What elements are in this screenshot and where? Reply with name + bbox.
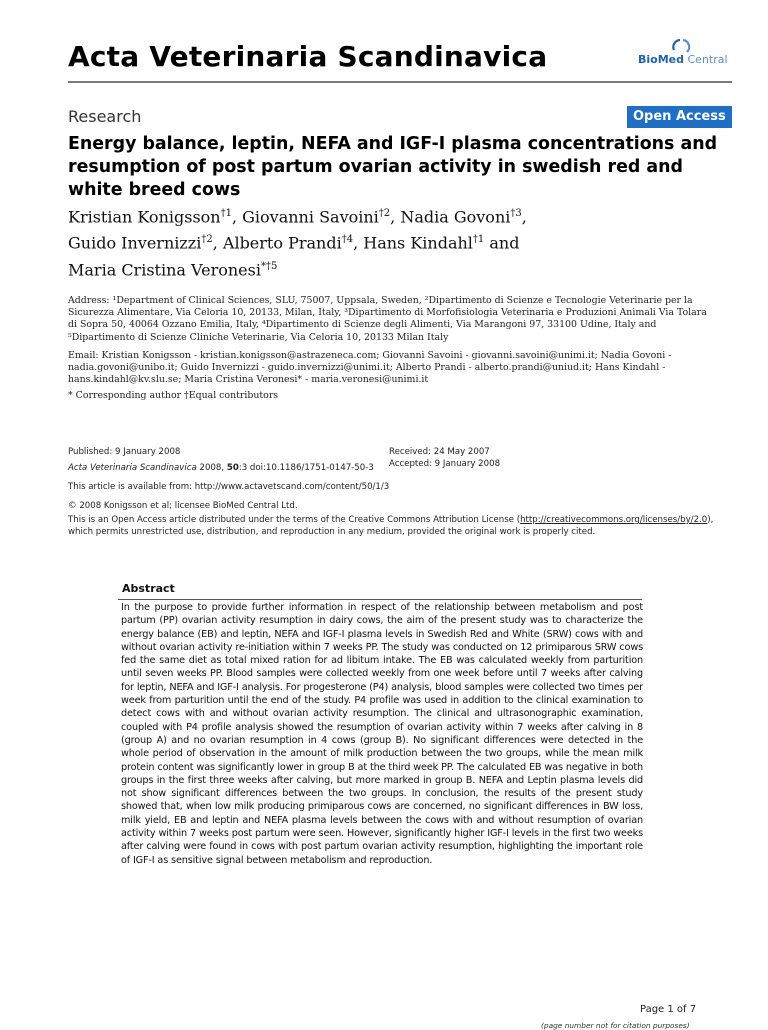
page-number-note: (page number not for citation purposes) [541,1021,690,1030]
logo-text-biomed: BioMed [638,53,684,66]
author-name: Nadia Govoni [400,207,511,227]
license-suffix: ), which permits unrestricted use, distribution, and reproduction in any medium, provided the original work is properly cited. [68,515,714,537]
article-url[interactable]: This article is available from: http://www.actavetscand.com/content/50/1/3 [68,482,390,492]
abstract-divider [118,599,642,600]
article-title: Energy balance, leptin, NEFA and IGF-I plasma concentrations and resumption of post partum ovarian activity in swedish red and white breed cows [68,134,718,200]
copyright: © 2008 Konigsson et al; licensee BioMed Central Ltd. [68,501,298,511]
author-affiliation-mark: †1 [220,208,232,219]
author-list: Kristian Konigsson$^{\dagger 1}$, Giovanni Savoini$^{\dagger 2}$, Nadia Govoni$^{\dagger 3}$, Guido Invernizzi$^{\dagger 2}$, Alberto Prandi$^{\dagger 4}$, Hans Kindahl$^{\dagger 1}$ and Maria Cristina Veronesi$^{*\dagger 5}$ [68,207,527,279]
author-name: Maria Cristina Veronesi [68,259,261,279]
abstract-heading: Abstract [122,582,175,595]
page-number: Page 1 of 7 [640,1004,697,1015]
abstract-section [118,578,642,921]
citation-doi: :3 doi:10.1186/1751-0147-50-3 [238,463,374,473]
author-name: Kristian Konigsson [68,207,221,227]
author-emails: Email: Kristian Konigsson - kristian.konigsson@astrazeneca.com; Giovanni Savoini - giovanni.savoini@unimi.it; Nadia Govoni - nadia.govoni@unibo.it; Guido Invernizzi - guido.invernizzi@unimi.it; Alberto Prandi - alberto.prandi@uniud.it; Hans Kindahl - hans.kindahl@kv.slu.se; Maria Cristina Veronesi* - maria.veronesi@unimi.it [68,350,672,386]
logo-text-central: Central [684,53,728,66]
publisher-logo[interactable] [638,36,728,70]
published-date: Published: 9 January 2008 [68,447,181,457]
citation-journal: Acta Veterinaria Scandinavica [68,463,197,473]
header-divider [68,81,732,83]
abstract-text: In the purpose to provide further information in respect of the relationship between metabolism and post partum (PP) ovarian activity resumption in dairy cows, the aim of the present study was to characterize the energy balance (EB) and leptin, NEFA and IGF-I plasma levels in Swedish Red and White (SRW) cows with and without ovarian activity re-initiation within 7 weeks PP. The study was conducted on 12 primiparous SRW cows fed the same diet as total mixed ration for ad libitum intake. The EB was calculated weekly from parturition until seven weeks PP. Blood samples were collected weekly from one week before until 7 weeks after calving for leptin, NEFA and IGF-I analysis. For progesterone (P4) analysis, blood samples were collected two times per week from parturition until the end of the study. P4 profile was used in addition to the clinical examination to detect cows with and without ovarian activity resumption. The clinical and ultrasonographic examination, coupled with P4 profile analysis showed the resumption of ovarian activity within 7 weeks after calving in 8 (group A) and no ovarian resumption in 4 cows (group B). No significant differences were detected in the whole period of observation in the amount of milk production between the two groups, while the mean milk protein content was significantly lower in group B at the third week PP. The calculated EB was negative in both groups in the first three weeks after calving, but more marked in group B. NEFA and Leptin plasma levels did not show significant differences between the two groups. In conclusion, the results of the present study showed that, when low milk producing primiparous cows are concerned, no significant differences in BW loss, milk yield, EB and leptin and NEFA plasma levels between the cows with and without resumption of ovarian activity within 7 weeks post partum were seen. However, significantly higher IGF-I levels in the first two weeks after calving were found in cows with post partum ovarian activity resumption, highlighting the important role of IGF-I as sensitive signal between metabolism and reproduction. [121,602,643,866]
license-link[interactable]: http://creativecommons.org/licenses/by/2.0 [520,515,708,525]
license-prefix: This is an Open Access article distributed under the terms of the Creative Commons Attribution License ( [68,515,521,525]
affiliations: Address: ¹Department of Clinical Sciences, SLU, 75007, Uppsala, Sweden, ²Dipartimento di Scienze e Tecnologie Veterinarie per la Sicurezza Alimentare, Via Celoria 10, 20133, Milan, Italy, ³Dipartimento di Morfofisiologia Veterinaria e Produzioni Animali Via Tolara di Sopra 50, 40064 Ozzano Emilia, Italy, ⁴Dipartimento di Scienze degli Alimenti, Via Marangoni 97, 33100 Udine, Italy and ⁵Dipartimento di Scienze Cliniche Veterinarie, Via Celoria 10, 20133 Milan Italy [68,295,707,343]
open-access-badge: Open Access [627,106,732,128]
author-name: Alberto Prandi [222,233,342,253]
author-name: Giovanni Savoini [242,207,379,227]
section-label: Research [68,107,142,126]
citation-volume: 50 [226,463,239,473]
author-name: Guido Invernizzi [68,233,202,253]
received-date: Received: 24 May 2007 [389,447,490,457]
author-affiliation-mark: †1 [472,234,485,246]
author-affiliation-mark: †3 [510,208,522,219]
author-affiliation-mark: †2 [201,234,213,246]
author-affiliation-mark: *†5 [260,260,278,272]
author-affiliation-mark: †4 [341,234,354,246]
journal-title: Acta Veterinaria Scandinavica [68,40,548,73]
license [68,514,728,538]
author-affiliation-mark: †2 [378,208,391,219]
accepted-date: Accepted: 9 January 2008 [389,459,501,469]
corresponding-note: * Corresponding author †Equal contributors [68,390,279,401]
citation-year: 2008, [196,463,227,473]
author-name: Hans Kindahl [363,233,473,253]
citation [68,462,374,474]
